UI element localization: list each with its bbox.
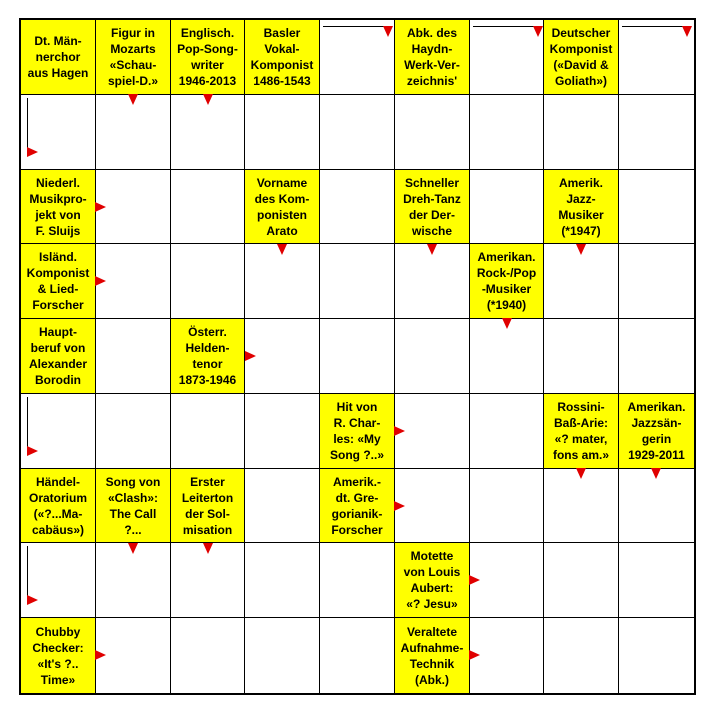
clue-text: Abk. des Haydn- Werk-Ver- zeichnis' xyxy=(404,26,460,88)
answer-cell[interactable] xyxy=(320,319,395,394)
arrow-down-icon xyxy=(128,94,138,105)
clue-cell xyxy=(21,319,96,394)
answer-cell[interactable] xyxy=(245,394,320,469)
clue-text: Amerikan. Jazzsän- gerin 1929-2011 xyxy=(627,400,686,462)
clue-text: Amerik. Jazz- Musiker (*1947) xyxy=(558,175,604,238)
answer-cell[interactable] xyxy=(320,244,395,319)
clue-text: Song von «Clash»: The Call ?... xyxy=(105,474,161,537)
answer-cell[interactable] xyxy=(395,394,470,469)
clue-text: Haupt- beruf von Alexander Borodin xyxy=(28,325,88,387)
arrow-right-icon xyxy=(27,446,38,456)
answer-cell[interactable] xyxy=(470,319,544,394)
clue-text: Englisch. Pop-Song- writer 1946-2013 xyxy=(177,26,238,88)
answer-cell[interactable] xyxy=(171,244,245,319)
answer-cell[interactable] xyxy=(21,543,96,618)
clue-cell xyxy=(395,543,470,618)
answer-cell[interactable] xyxy=(245,469,320,543)
answer-cell[interactable] xyxy=(619,543,694,618)
clue-cell xyxy=(544,20,619,95)
clue-cell xyxy=(21,244,96,319)
clue-cell xyxy=(21,618,96,693)
arrow-right-icon xyxy=(95,650,106,660)
arrow-stem xyxy=(622,26,687,27)
answer-cell[interactable] xyxy=(619,319,694,394)
clue-text: Schneller Dreh-Tanz der Der- wische xyxy=(403,175,461,238)
arrow-down-icon xyxy=(427,244,437,255)
arrow-right-icon xyxy=(394,501,405,511)
arrow-down-icon xyxy=(128,543,138,554)
clue-text: Niederl. Musikpro- jekt von F. Sluijs xyxy=(29,175,87,238)
answer-cell[interactable] xyxy=(171,170,245,244)
arrow-down-icon xyxy=(203,94,213,105)
answer-cell[interactable] xyxy=(245,319,320,394)
answer-cell[interactable] xyxy=(245,618,320,693)
arrow-down-icon xyxy=(277,244,287,255)
clue-text: Figur in Mozarts «Schau- spiel-D.» xyxy=(107,26,158,88)
answer-cell[interactable] xyxy=(470,394,544,469)
answer-cell[interactable] xyxy=(470,170,544,244)
answer-cell[interactable] xyxy=(470,618,544,693)
arrow-down-icon xyxy=(383,26,393,37)
clue-cell xyxy=(245,20,320,95)
clue-cell xyxy=(21,170,96,244)
answer-cell[interactable] xyxy=(96,543,171,618)
arrow-right-icon xyxy=(469,575,480,585)
clue-text: Basler Vokal- Komponist 1486-1543 xyxy=(250,26,314,88)
answer-cell[interactable] xyxy=(544,618,619,693)
answer-cell[interactable] xyxy=(470,95,544,170)
answer-cell[interactable] xyxy=(619,244,694,319)
clue-text: Hit von R. Char- les: «My Song ?..» xyxy=(330,400,384,462)
clue-cell xyxy=(245,170,320,244)
clue-cell xyxy=(96,469,171,543)
clue-text: Dt. Män- nerchor aus Hagen xyxy=(27,34,89,80)
answer-cell[interactable] xyxy=(395,95,470,170)
arrow-right-icon xyxy=(27,147,38,157)
clue-cell xyxy=(21,469,96,543)
clue-cell xyxy=(171,469,245,543)
clue-text: Veraltete Aufnahme- Technik (Abk.) xyxy=(400,624,464,687)
answer-cell[interactable] xyxy=(544,319,619,394)
arrow-stem xyxy=(473,26,538,27)
arrow-stem xyxy=(27,546,28,601)
answer-cell[interactable] xyxy=(320,95,395,170)
answer-cell[interactable] xyxy=(96,170,171,244)
clue-text: Chubby Checker: «It's ?.. Time» xyxy=(32,624,84,687)
arrow-right-icon xyxy=(95,202,106,212)
answer-cell[interactable] xyxy=(395,319,470,394)
answer-cell[interactable] xyxy=(395,244,470,319)
answer-cell[interactable] xyxy=(470,469,544,543)
answer-cell[interactable] xyxy=(619,618,694,693)
answer-cell[interactable] xyxy=(320,543,395,618)
answer-cell[interactable] xyxy=(619,95,694,170)
clue-text: Erster Leiterton der Sol- misation xyxy=(181,474,234,537)
clue-text: Motette von Louis Aubert: «? Jesu» xyxy=(403,549,461,611)
answer-cell[interactable] xyxy=(544,543,619,618)
arrow-down-icon xyxy=(651,468,661,479)
answer-cell[interactable] xyxy=(96,95,171,170)
arrow-down-icon xyxy=(576,468,586,479)
clue-cell xyxy=(395,618,470,693)
answer-cell[interactable] xyxy=(171,543,245,618)
answer-cell[interactable] xyxy=(544,469,619,543)
arrow-stem xyxy=(27,397,28,452)
answer-cell[interactable] xyxy=(96,244,171,319)
clue-cell xyxy=(544,170,619,244)
clue-cell xyxy=(395,20,470,95)
answer-cell[interactable] xyxy=(171,394,245,469)
clue-text: Österr. Helden- tenor 1873-1946 xyxy=(178,325,237,387)
crossword-grid xyxy=(19,18,696,695)
arrow-right-icon xyxy=(394,426,405,436)
answer-cell[interactable] xyxy=(96,394,171,469)
clue-cell xyxy=(171,20,245,95)
clue-cell xyxy=(320,469,395,543)
arrow-down-icon xyxy=(682,26,692,37)
clue-cell xyxy=(544,394,619,469)
arrow-down-icon xyxy=(502,318,512,329)
arrow-down-icon xyxy=(203,543,213,554)
answer-cell[interactable] xyxy=(619,469,694,543)
clue-cell xyxy=(21,20,96,95)
arrow-stem xyxy=(323,26,388,27)
clue-cell xyxy=(395,170,470,244)
arrow-down-icon xyxy=(533,26,543,37)
clue-text: Rossini- Baß-Arie: «? mater, fons am.» xyxy=(552,400,609,462)
arrow-right-icon xyxy=(245,351,256,361)
answer-cell[interactable] xyxy=(171,618,245,693)
answer-cell[interactable] xyxy=(544,95,619,170)
arrow-right-icon xyxy=(95,276,106,286)
clue-text: Händel- Oratorium («?...Ma- cabäus») xyxy=(28,474,87,537)
answer-cell[interactable] xyxy=(21,394,96,469)
answer-cell[interactable] xyxy=(320,170,395,244)
clue-cell xyxy=(96,20,171,95)
clue-text: Amerikan. Rock-/Pop -Musiker (*1940) xyxy=(476,250,537,312)
answer-cell[interactable] xyxy=(320,618,395,693)
answer-cell[interactable] xyxy=(395,469,470,543)
arrow-stem xyxy=(27,98,28,153)
clue-cell xyxy=(619,394,694,469)
answer-cell[interactable] xyxy=(544,244,619,319)
answer-cell[interactable] xyxy=(96,618,171,693)
answer-cell[interactable] xyxy=(96,319,171,394)
arrow-down-icon xyxy=(576,244,586,255)
answer-cell[interactable] xyxy=(245,95,320,170)
arrow-right-icon xyxy=(469,650,480,660)
arrow-right-icon xyxy=(27,595,38,605)
answer-cell[interactable] xyxy=(245,244,320,319)
answer-cell[interactable] xyxy=(21,95,96,170)
clue-text: Deutscher Komponist («David & Goliath») xyxy=(549,26,613,88)
answer-cell[interactable] xyxy=(245,543,320,618)
clue-text: Amerik.- dt. Gre- gorianik- Forscher xyxy=(331,474,383,537)
clue-text: Isländ. Komponist & Lied- Forscher xyxy=(26,250,90,312)
answer-cell[interactable] xyxy=(619,170,694,244)
answer-cell[interactable] xyxy=(470,543,544,618)
clue-cell xyxy=(470,244,544,319)
clue-text: Vorname des Kom- ponisten Arato xyxy=(254,175,310,238)
clue-cell xyxy=(171,319,245,394)
answer-cell[interactable] xyxy=(171,95,245,170)
clue-cell xyxy=(320,394,395,469)
